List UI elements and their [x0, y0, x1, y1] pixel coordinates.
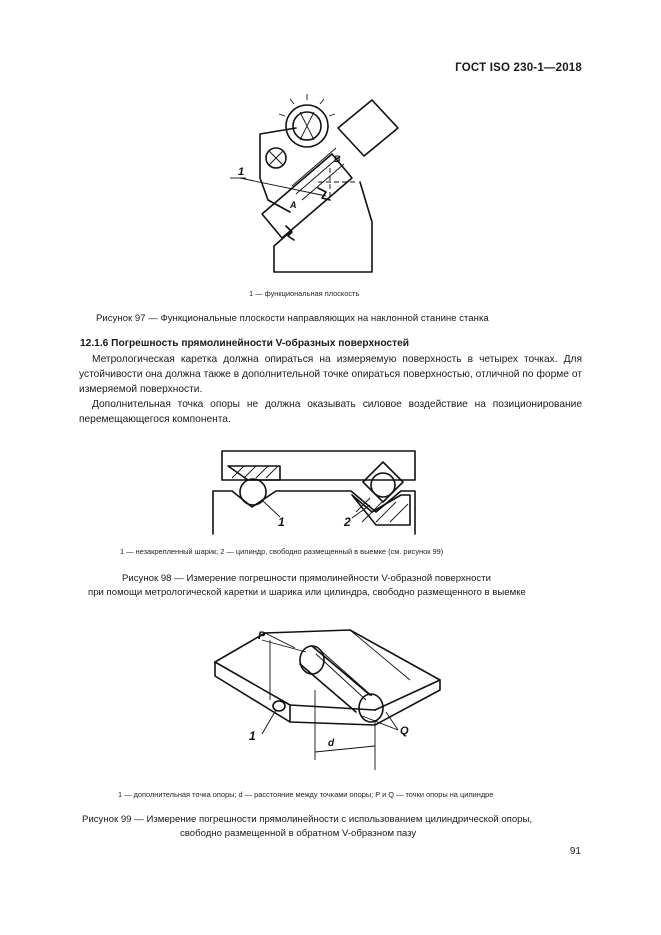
figure-99-caption-line-1: Рисунок 99 — Измерение погрешности прямолинейности с использованием цилиндрической опоры,	[82, 814, 533, 825]
document-header: ГОСТ ISO 230-1—2018	[455, 62, 582, 74]
figure-99-label-d: d	[328, 738, 335, 749]
paragraph-2: Дополнительная точка опоры не должна оказывать силовое воздействие на позиционирование перемещающегося компонента.	[79, 399, 582, 426]
figure-97-label-a: A	[290, 200, 297, 210]
figure-97-label-b: B	[334, 154, 341, 164]
figure-99-label-p: P	[258, 630, 266, 642]
figure-99-caption-line-2: свободно размещенной в обратном V-образном пазу	[180, 828, 417, 839]
figure-99-label-q: Q	[400, 725, 409, 737]
figure-98-label-2: 2	[344, 515, 351, 529]
figure-98-caption-line-2: при помощи метрологической каретки и шарика или цилиндра, свободно размещенного в выемке	[88, 587, 526, 598]
figure-99-legend: 1 — дополнительная точка опоры; d — расстояние между точками опоры; P и Q — точки опоры на цилиндре	[118, 790, 494, 799]
figure-99-label-1: 1	[249, 729, 256, 743]
figure-98-caption-line-1: Рисунок 98 — Измерение погрешности прямолинейности V-образной поверхности	[122, 573, 491, 584]
section-heading: 12.1.6 Погрешность прямолинейности V-образных поверхностей	[80, 338, 409, 349]
paragraph-1: Метрологическая каретка должна опираться на измеряемую поверхность в четырех точках. Для устойчивости она должна также в дополнительной точке опираться поверхностью, отличной по форме от измеряемой поверхности.	[79, 354, 582, 396]
figure-98-legend: 1 — незакрепленный шарик; 2 — цилиндр, свободно размещенный в выемке (см. рисунок 99)	[120, 547, 444, 556]
figure-97-label-1: 1	[238, 166, 245, 178]
figure-97-caption: Рисунок 97 — Функциональные плоскости направляющих на наклонной станине станка	[96, 313, 489, 324]
figure-97-legend: 1 — функциональная плоскость	[249, 289, 360, 298]
page-number: 91	[569, 846, 581, 857]
figure-98-label-1: 1	[278, 515, 285, 529]
